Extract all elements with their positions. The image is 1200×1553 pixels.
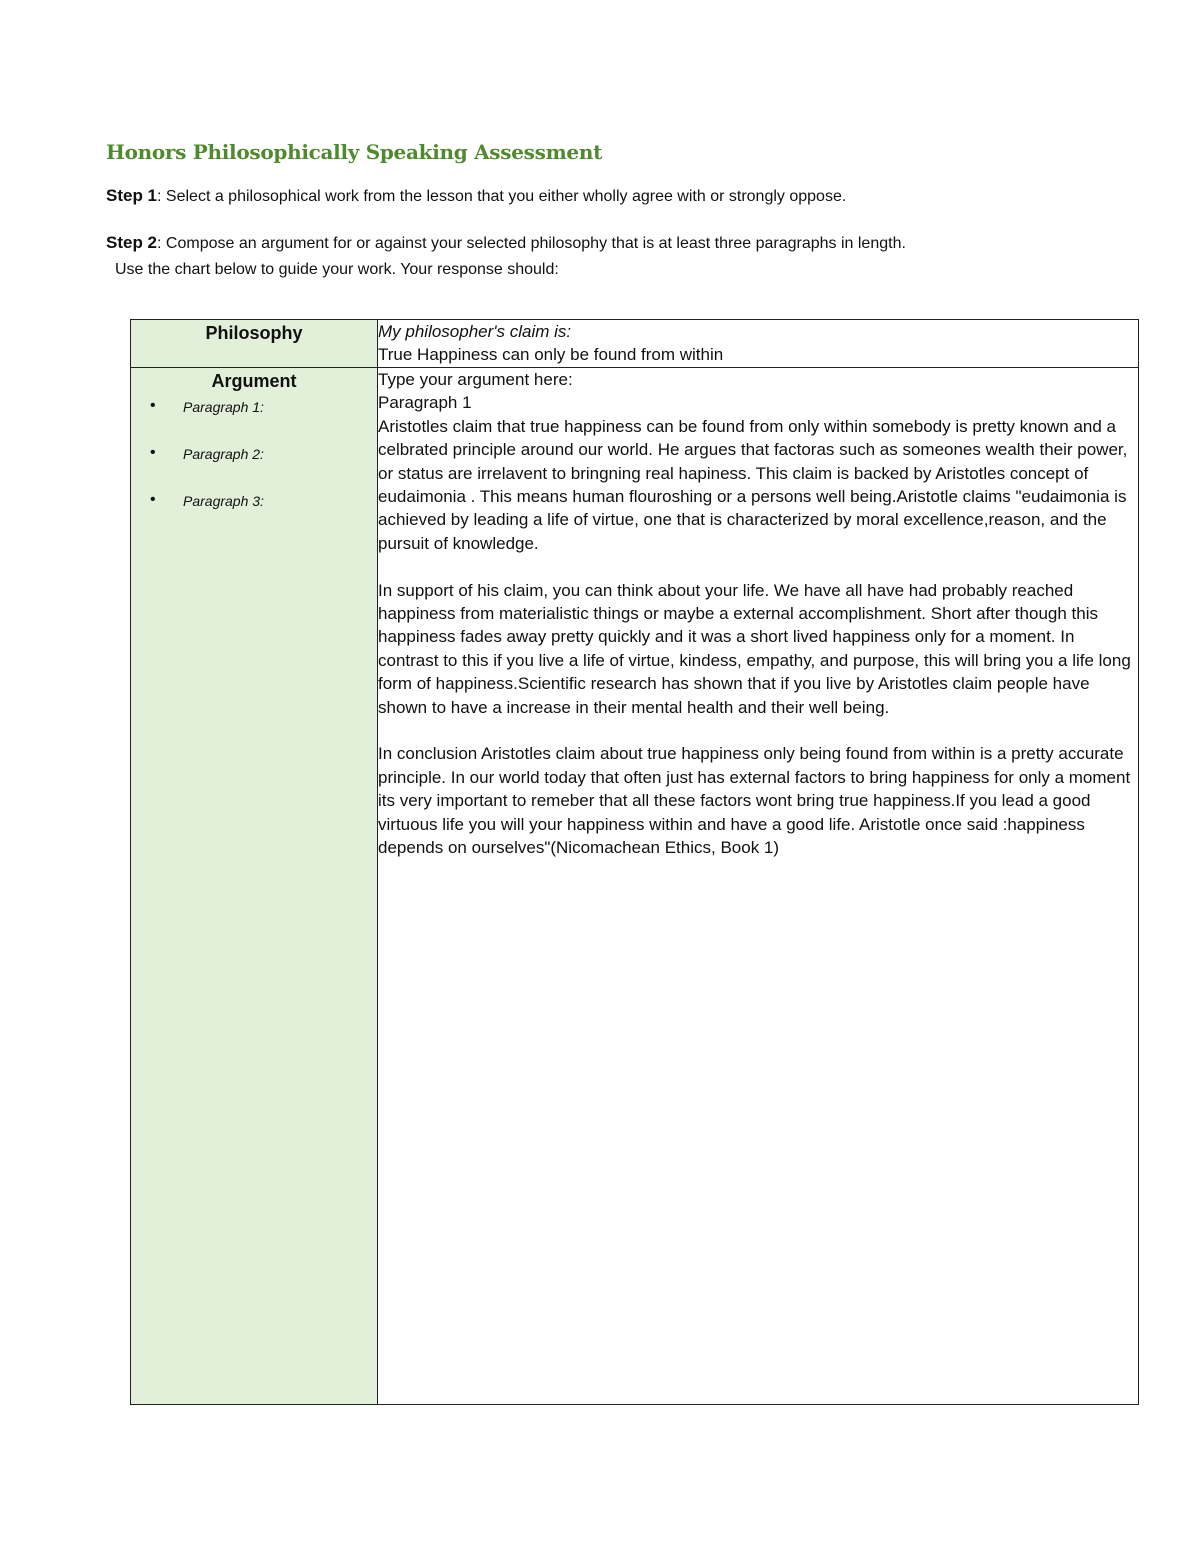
argument-prompt: Type your argument here: xyxy=(378,370,573,389)
paragraph-label-list xyxy=(131,397,377,538)
claim-cell[interactable] xyxy=(378,320,1139,368)
argument-paragraph-3[interactable]: In conclusion Aristotles claim about true happiness only being found from within is a pretty accurate principle. In our world today that often just has external factors to bring happiness for only a moment its very important to remeber that all these factors wont bring true happiness.If you lead a good virtuous life you will your happiness within and have a good life. Aristotle once said :happiness depends on ourselves"(Nicomachean Ethics, Book 1) xyxy=(378,744,1131,858)
step-2-chart-note: Use the chart below to guide your work. Your response should: xyxy=(115,261,559,278)
claim-label: My philosopher's claim is: xyxy=(378,322,572,341)
argument-text-cell[interactable] xyxy=(378,368,1139,1405)
argument-header: Argument xyxy=(211,371,297,391)
page-title: Honors Philosophically Speaking Assessment xyxy=(106,140,603,164)
paragraph-label-1: • Paragraph 1: xyxy=(153,397,377,444)
paragraph-1-heading: Paragraph 1 xyxy=(378,393,472,413)
paragraph-label-3: • Paragraph 3: xyxy=(153,491,377,538)
step-1-text: : Select a philosophical work from the lesson that you either wholly agree with or strongly oppose. xyxy=(157,188,847,205)
philosophy-row xyxy=(131,320,1139,368)
argument-paragraph-1[interactable]: Aristotles claim that true happiness can be found from only within somebody is pretty known and a celbrated principle around our world. He argues that factoras such as someones wealth their power, or status are irrelavent to bringning real hapiness. This claim is backed by Aristotles concept of eudaimonia . This means human flouroshing or a persons well being.Aristotle claims "eudaimonia is achieved by leading a life of virtue, one that is characterized by moral excellence,reason, and the pursuit of knowledge. xyxy=(378,416,1128,553)
philosophy-header-cell xyxy=(131,320,378,368)
step-2-instruction xyxy=(106,231,906,256)
argument-row xyxy=(131,368,1139,1405)
claim-text[interactable]: True Happiness can only be found from within xyxy=(378,345,724,365)
philosophy-header: Philosophy xyxy=(205,323,303,343)
step-2-label: Step 2 xyxy=(106,233,158,252)
step-1-label: Step 1 xyxy=(106,186,158,205)
argument-header-cell xyxy=(131,368,378,1405)
argument-paragraph-2[interactable]: In support of his claim, you can think about your life. We have all have had probably reached happiness from materialistic things or maybe a external accomplishment. Short after though this happiness fades away pretty quickly and it was a short lived happiness only for a moment. In contrast to this if you live a life of virtue, kindess, empathy, and purpose, this will bring you a life long form of happiness.Scientific research has shown that if you live by Aristotles claim people have shown to have a increase in their mental health and their well being. xyxy=(378,580,1131,717)
step-1-instruction xyxy=(106,184,846,209)
step-2-text: : Compose an argument for or against your selected philosophy that is at least three paragraphs in length. xyxy=(157,235,906,252)
paragraph-label-2: • Paragraph 2: xyxy=(153,444,377,491)
argument-chart xyxy=(130,319,1139,1405)
